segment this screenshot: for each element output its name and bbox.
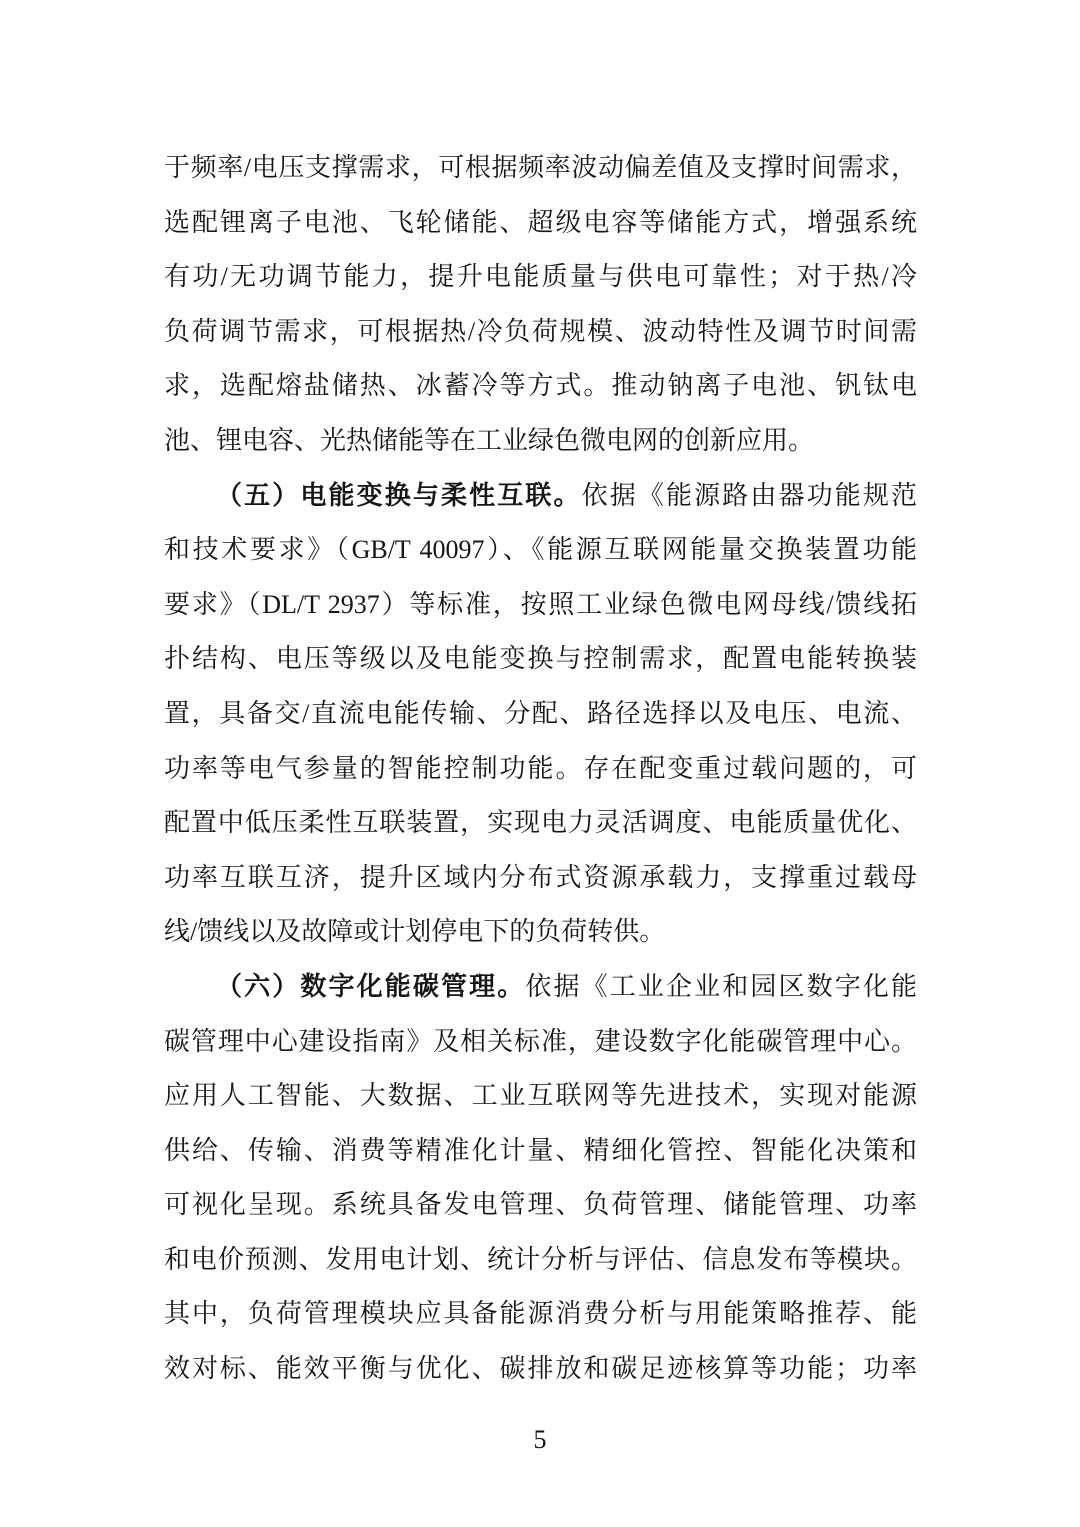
body-text-run: 扑结构、电压等级以及电能变换与控制需求，配置电能转换装	[164, 644, 917, 674]
text-line	[164, 359, 917, 414]
text-line	[164, 632, 917, 687]
body-text-run: 其中，负荷管理模块应具备能源消费分析与用能策略推荐、能	[164, 1299, 917, 1329]
body-text-run: 依据《能源路由器功能规范	[581, 480, 917, 510]
page-footer	[0, 1422, 1080, 1458]
body-text-run: 供给、传输、消费等精准化计量、精细化管控、智能化决策和	[164, 1135, 917, 1165]
body-text-run: 依据《工业企业和园区数字化能	[525, 971, 917, 1001]
body-text-run: 线/馈线以及故障或计划停电下的负荷转供。	[164, 917, 666, 947]
body-text-run: 要求》（DL/T 2937）等标准，按照工业绿色微电网母线/馈线拓	[164, 589, 917, 619]
text-line	[164, 1015, 917, 1070]
body-text-run: 应用人工智能、大数据、工业互联网等先进技术，实现对能源	[164, 1081, 917, 1111]
body-text-run: 置，具备交/直流电能传输、分配、路径选择以及电压、电流、	[164, 698, 917, 728]
text-line	[164, 196, 917, 251]
text-line	[164, 1124, 917, 1179]
text-line	[164, 687, 917, 742]
text-line	[164, 250, 917, 305]
body-text-run: 可视化呈现。系统具备发电管理、负荷管理、储能管理、功率	[164, 1190, 917, 1220]
body-text-run: 于频率/电压支撑需求，可根据频率波动偏差值及支撑时间需求，	[164, 153, 917, 182]
text-line	[164, 905, 917, 960]
body-text-run: 效对标、能效平衡与优化、碳排放和碳足迹核算等功能；功率	[164, 1354, 917, 1384]
text-line	[164, 851, 917, 906]
text-line	[164, 1233, 917, 1288]
text-line	[164, 742, 917, 797]
text-line	[164, 1178, 917, 1233]
body-text-run: 碳管理中心建设指南》及相关标准，建设数字化能碳管理中心。	[164, 1026, 917, 1056]
text-line	[164, 1069, 917, 1124]
page-number: 5	[533, 1425, 547, 1454]
text-line	[164, 523, 917, 578]
body-text-run: 功率互联互济，提升区域内分布式资源承载力，支撑重过载母	[164, 862, 917, 892]
text-line	[164, 578, 917, 633]
text-line	[164, 469, 917, 524]
body-text-run: 配置中低压柔性互联装置，实现电力灵活调度、电能质量优化、	[164, 808, 917, 838]
text-line	[164, 305, 917, 360]
text-line	[164, 796, 917, 851]
text-line	[164, 414, 917, 469]
body-text-run: 有功/无功调节能力，提升电能质量与供电可靠性；对于热/冷	[164, 262, 917, 292]
text-line	[164, 1287, 917, 1342]
body-text-run: 功率等电气参量的智能控制功能。存在配变重过载问题的，可	[164, 753, 917, 783]
text-line	[164, 1342, 917, 1397]
body-text-run: 求，选配熔盐储热、冰蓄冷等方式。推动钠离子电池、钒钛电	[164, 371, 917, 401]
section-heading: （六）数字化能碳管理。	[216, 971, 526, 1001]
body-text-run: 和技术要求》（GB/T 40097）、《能源互联网能量交换装置功能	[164, 535, 917, 565]
section-heading: （五）电能变换与柔性互联。	[216, 480, 582, 510]
text-line	[164, 960, 917, 1015]
body-text-run: 池、锂电容、光热储能等在工业绿色微电网的创新应用。	[164, 425, 815, 455]
document-body-text	[164, 141, 917, 1397]
body-text-run: 和电价预测、发用电计划、统计分析与评估、信息发布等模块。	[164, 1244, 917, 1274]
body-text-run: 负荷调节需求，可根据热/冷负荷规模、波动特性及调节时间需	[164, 316, 917, 346]
body-text-run: 选配锂离子电池、飞轮储能、超级电容等储能方式，增强系统	[164, 207, 917, 237]
text-line	[164, 141, 917, 196]
